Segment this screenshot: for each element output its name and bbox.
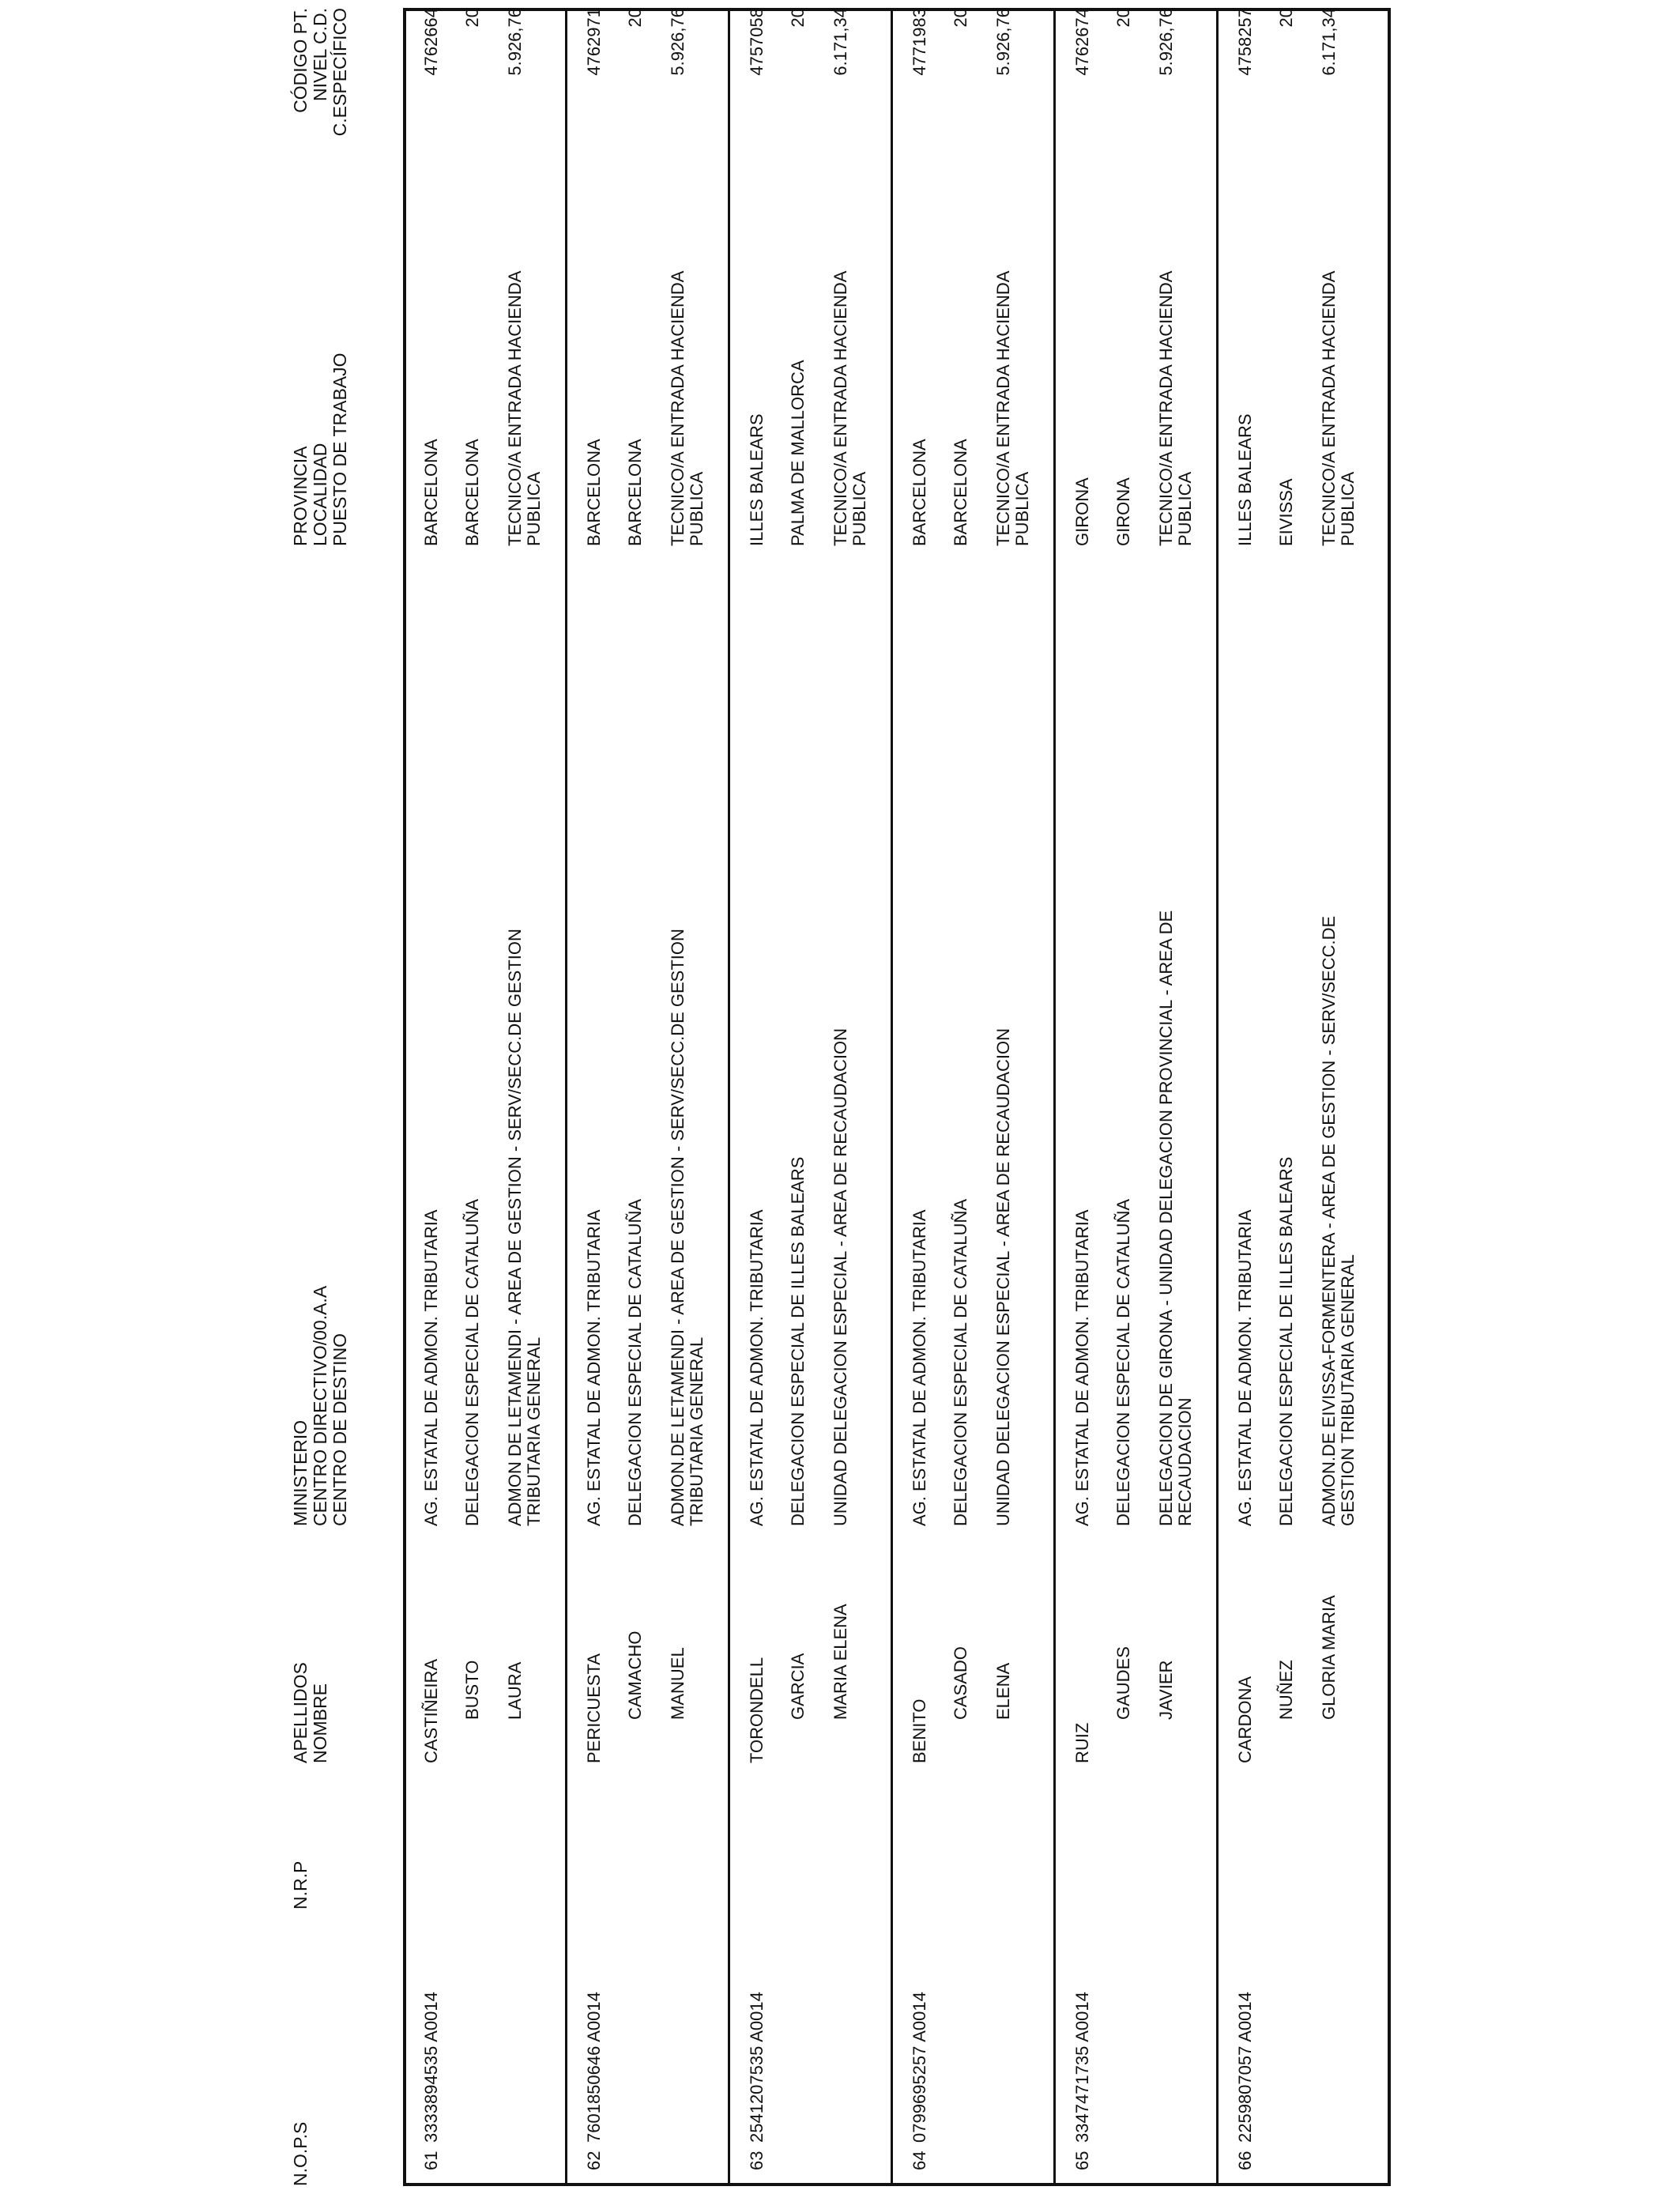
header-nrp: N.R.P	[290, 1860, 311, 1909]
codigo-cell: 4762664	[421, 8, 441, 76]
centro-destino-line2: RECAUDACION	[1175, 1397, 1195, 1526]
nivel-cell: 20	[625, 8, 645, 28]
codigo-cell: 4771983	[910, 8, 929, 76]
puesto-line2: PUBLICA	[1175, 471, 1195, 546]
header-centro-destino-line: CENTRO DE DESTINO	[330, 1333, 350, 1526]
header-ministerio-line: MINISTERIO	[290, 1419, 311, 1526]
codigo-cell: 4762674	[1072, 8, 1092, 76]
apellido2-cell: CAMACHO	[625, 1630, 645, 1720]
ministerio-cell: AG. ESTATAL DE ADMON. TRIBUTARIA	[421, 1209, 441, 1526]
centro-directivo-cell: DELEGACION ESPECIAL DE ILLES BALEARS	[788, 1156, 808, 1526]
header-apellidos-line: APELLIDOS	[290, 1662, 311, 1763]
apellido1-cell: CASTIÑEIRA	[421, 1658, 441, 1763]
ministerio-cell: AG. ESTATAL DE ADMON. TRIBUTARIA	[1235, 1209, 1255, 1526]
centro-directivo-cell: DELEGACION ESPECIAL DE CATALUÑA	[951, 1198, 970, 1526]
apellido1-cell: RUIZ	[1072, 1722, 1092, 1763]
centro-destino-line1: ADMON DE LETAMENDI - AREA DE GESTION - SERV/SECC.DE GESTION	[505, 929, 525, 1526]
especifico-cell: 5.926,76	[505, 8, 525, 76]
nombre-cell: MARIA ELENA	[831, 1604, 850, 1720]
row-separator	[1216, 8, 1219, 2186]
codigo-cell: 4762971	[584, 8, 604, 76]
nombre-cell: ELENA	[993, 1662, 1013, 1720]
puesto-line1: TECNICO/A ENTRADA HACIENDA	[505, 270, 525, 546]
localidad-cell: PALMA DE MALLORCA	[788, 360, 808, 546]
apellido2-cell: BUSTO	[462, 1660, 482, 1720]
apellido2-cell: GAUDES	[1113, 1646, 1133, 1720]
centro-destino-line1: UNIDAD DELEGACION ESPECIAL - AREA DE RECAUDACION	[993, 1028, 1013, 1526]
codigo-cell: 4757058	[747, 8, 767, 76]
localidad-cell: BARCELONA	[462, 439, 482, 546]
puesto-line1: TECNICO/A ENTRADA HACIENDA	[993, 270, 1013, 546]
ministerio-cell: AG. ESTATAL DE ADMON. TRIBUTARIA	[747, 1209, 767, 1526]
apellido2-cell: GARCIA	[788, 1653, 808, 1720]
centro-destino-line2: TRIBUTARIA GENERAL	[524, 1336, 544, 1526]
nops-cell: 64	[910, 2151, 929, 2170]
apellido1-cell: BENITO	[910, 1698, 929, 1763]
apellido1-cell: PERICUESTA	[584, 1653, 604, 1763]
centro-destino-line1: DELEGACION DE GIRONA - UNIDAD DELEGACION PROVINCIAL - AREA DE	[1156, 910, 1176, 1526]
header-nombre-line: NOMBRE	[310, 1683, 330, 1763]
nombre-cell: LAURA	[505, 1661, 525, 1720]
header-codigo	[291, 8, 350, 136]
localidad-cell: BARCELONA	[951, 439, 970, 546]
centro-destino-line1: UNIDAD DELEGACION ESPECIAL - AREA DE RECAUDACION	[831, 1028, 850, 1526]
provincia-cell: BARCELONA	[584, 439, 604, 546]
nops-cell: 66	[1235, 2151, 1255, 2170]
nivel-cell: 20	[951, 8, 970, 28]
especifico-cell: 6.171,34	[831, 8, 850, 76]
provincia-cell: ILLES BALEARS	[1235, 413, 1255, 546]
puesto-line2: PUBLICA	[1338, 471, 1358, 546]
nrp-cell: 2541207535 A0014	[747, 1992, 767, 2143]
nrp-cell: 0799695257 A0014	[910, 1992, 929, 2143]
puesto-line1: TECNICO/A ENTRADA HACIENDA	[831, 270, 850, 546]
header-nivel-line: NIVEL C.D.	[310, 8, 330, 102]
apellido1-cell: CARDONA	[1235, 1676, 1255, 1763]
especifico-cell: 5.926,76	[993, 8, 1013, 76]
localidad-cell: GIRONA	[1113, 477, 1133, 546]
header-provincia	[291, 352, 350, 546]
localidad-cell: EIVISSA	[1276, 478, 1296, 546]
provincia-cell: GIRONA	[1072, 477, 1092, 546]
nombre-cell: GLORIA MARIA	[1319, 1595, 1339, 1720]
nombre-cell: MANUEL	[668, 1647, 687, 1720]
nrp-cell: 7601850646 A0014	[584, 1992, 604, 2143]
puesto-line2: PUBLICA	[687, 471, 706, 546]
header-especifico-line: C.ESPECÍFICO	[330, 8, 350, 137]
especifico-cell: 5.926,76	[668, 8, 687, 76]
ministerio-cell: AG. ESTATAL DE ADMON. TRIBUTARIA	[1072, 1209, 1092, 1526]
apellido2-cell: CASADO	[951, 1646, 970, 1720]
puesto-line1: TECNICO/A ENTRADA HACIENDA	[1319, 270, 1339, 546]
centro-directivo-cell: DELEGACION ESPECIAL DE ILLES BALEARS	[1276, 1156, 1296, 1526]
centro-directivo-cell: DELEGACION ESPECIAL DE CATALUÑA	[462, 1198, 482, 1526]
row-separator	[1053, 8, 1056, 2186]
row-separator	[565, 8, 567, 2186]
table-frame	[403, 8, 1391, 2186]
apellido2-cell: NUÑEZ	[1276, 1660, 1296, 1720]
ministerio-cell: AG. ESTATAL DE ADMON. TRIBUTARIA	[910, 1209, 929, 1526]
centro-destino-line1: ADMON.DE EIVISSA-FORMENTERA - AREA DE GESTION - SERV/SECC.DE	[1319, 915, 1339, 1526]
puesto-line1: TECNICO/A ENTRADA HACIENDA	[1156, 270, 1176, 546]
especifico-cell: 5.926,76	[1156, 8, 1176, 76]
puesto-line1: TECNICO/A ENTRADA HACIENDA	[668, 270, 687, 546]
provincia-cell: ILLES BALEARS	[747, 413, 767, 546]
header-localidad-line: LOCALIDAD	[310, 443, 330, 546]
nops-cell: 65	[1072, 2151, 1092, 2170]
provincia-cell: BARCELONA	[910, 439, 929, 546]
centro-destino-line2: GESTION TRIBUTARIA GENERAL	[1338, 1254, 1358, 1526]
codigo-cell: 4758257	[1235, 8, 1255, 76]
header-centro-directivo-line: CENTRO DIRECTIVO/00.A.A	[310, 1285, 330, 1526]
ministerio-cell: AG. ESTATAL DE ADMON. TRIBUTARIA	[584, 1209, 604, 1526]
header-codigo-line: CÓDIGO PT.	[290, 8, 311, 113]
header-ministerio	[291, 1286, 350, 1526]
nrp-cell: 3333894535 A0014	[421, 1992, 441, 2143]
nops-cell: 62	[584, 2151, 604, 2170]
nops-cell: 63	[747, 2151, 767, 2170]
puesto-line2: PUBLICA	[1012, 471, 1032, 546]
centro-destino-line2: TRIBUTARIA GENERAL	[687, 1336, 706, 1526]
nivel-cell: 20	[788, 8, 808, 28]
puesto-line2: PUBLICA	[524, 471, 544, 546]
header-puesto-line: PUESTO DE TRABAJO	[330, 352, 350, 546]
especifico-cell: 6.171,34	[1319, 8, 1339, 76]
centro-destino-line1: ADMON.DE LETAMENDI - AREA DE GESTION - SERV/SECC.DE GESTION	[668, 929, 687, 1526]
nombre-cell: JAVIER	[1156, 1660, 1176, 1720]
apellido1-cell: TORONDELL	[747, 1657, 767, 1763]
header-nops: N.O.P.S	[290, 2121, 311, 2186]
nrp-cell: 3347471735 A0014	[1072, 1992, 1092, 2143]
row-separator	[728, 8, 730, 2186]
nrp-cell: 2259807057 A0014	[1235, 1992, 1255, 2143]
header-provincia-line: PROVINCIA	[290, 446, 311, 546]
puesto-line2: PUBLICA	[849, 471, 869, 546]
header-apellidos	[291, 1662, 330, 1763]
localidad-cell: BARCELONA	[625, 439, 645, 546]
nops-cell: 61	[421, 2151, 441, 2170]
nivel-cell: 20	[462, 8, 482, 28]
nivel-cell: 20	[1276, 8, 1296, 28]
row-separator	[891, 8, 893, 2186]
centro-directivo-cell: DELEGACION ESPECIAL DE CATALUÑA	[1113, 1198, 1133, 1526]
centro-directivo-cell: DELEGACION ESPECIAL DE CATALUÑA	[625, 1198, 645, 1526]
provincia-cell: BARCELONA	[421, 439, 441, 546]
nivel-cell: 20	[1113, 8, 1133, 28]
